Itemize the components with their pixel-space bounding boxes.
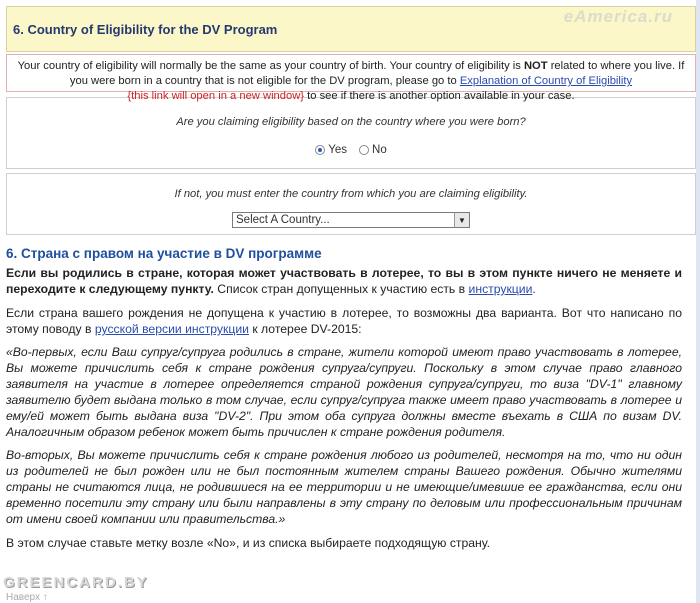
russian-instructions [6, 246, 682, 551]
country-select[interactable] [232, 212, 470, 228]
dropdown-arrow-icon[interactable]: ▼ [454, 213, 469, 227]
dv-form-section [6, 6, 696, 235]
yes-no-radio-group [7, 144, 695, 156]
section-header [6, 6, 696, 52]
yes-radio[interactable] [315, 145, 325, 155]
country-select-question [6, 173, 696, 235]
yes-label[interactable]: Yes [328, 144, 348, 156]
quote-paragraph-1: «Во-первых, если Ваш супруг/супруга родились в стране, жители которой имеют право участвовать в лотерее, Вы можете причислить себя к стране рождения супруга/супруги. Поскольку в этом случае право главного заявителя на участие в лотерее определяется страной рождения супруга/супруги, то виза "DV-1" главному заявителю будет выдана только в том случае, если супруг/супруга также имеет право участвовать в лотерее и ему/ей может быть выдана виза "DV-2". При этом оба супруга должны вместе въехать в США по визам DV. Аналогичным образом ребенок может быть причислен к стране рождения родителя. [6, 345, 682, 439]
russian-instructions-link[interactable]: русской версии инструкции [94, 322, 249, 336]
greencard-logo: GREENCARD.BY [3, 574, 149, 591]
quote-paragraph-2: Во-вторых, Вы можете причислить себя к стране рождения любого из родителей, несмотря на то, что ни один из родителей не был рожден или не был постоянным жителем страны Вашего рождения. Обычно жителями страны не считаются лица, не родившиеся на ее территории и не имеющие/имевшие ее гражданства, если они временно посетили эту страну или были направлены в эту страну по деловым или профессиональным причинам от имени своей компании или правительства.» [6, 448, 682, 526]
instructions-link[interactable]: инструкции [468, 282, 533, 296]
back-to-top-link[interactable]: Наверх ↑ [6, 592, 48, 603]
no-label[interactable]: No [372, 144, 387, 156]
question-text: If not, you must enter the country from which you are claiming eligibility. [174, 188, 528, 200]
paragraph-5: В этом случае ставьте метку возле «No», и из списка выбираете подходящую страну. [6, 536, 491, 550]
watermark: eAmerica.ru [563, 7, 673, 26]
new-window-note: {this link will open in a new window} [127, 90, 305, 102]
question-text: Are you claiming eligibility based on the country where you were born? [176, 116, 526, 128]
select-value: Select A Country... [236, 214, 330, 226]
paragraph-1: Если вы родились в стране, которая может участвовать в лотерее, то вы в этом пункте ничего не меняете и переходите к следующему пункту. Список стран допущенных к участию есть в инструкции. [6, 266, 682, 296]
no-radio[interactable] [359, 145, 369, 155]
scrollbar[interactable] [696, 0, 700, 603]
paragraph-2: Если страна вашего рождения не допущена к участию в лотерее, то возможны два варианта. Вот что написано по этому поводу в русской версии инструкции к лотерее DV-2015: [6, 306, 682, 336]
explanation-link[interactable]: Explanation of Country of Eligibility [459, 75, 633, 87]
section-title: 6. Country of Eligibility for the DV Program [13, 21, 278, 37]
eligibility-info: Your country of eligibility will normally be the same as your country of birth. Your country of eligibility is NOT related to where you live. If you were born in a country that is not eligible for the DV program, please go to Explanation of Country of Eligibility {this link will open in a new window} to see if there is another option available in your case. [6, 54, 696, 92]
birth-country-question [6, 97, 696, 169]
russian-heading: 6. Страна с правом на участие в DV программе [6, 246, 322, 261]
